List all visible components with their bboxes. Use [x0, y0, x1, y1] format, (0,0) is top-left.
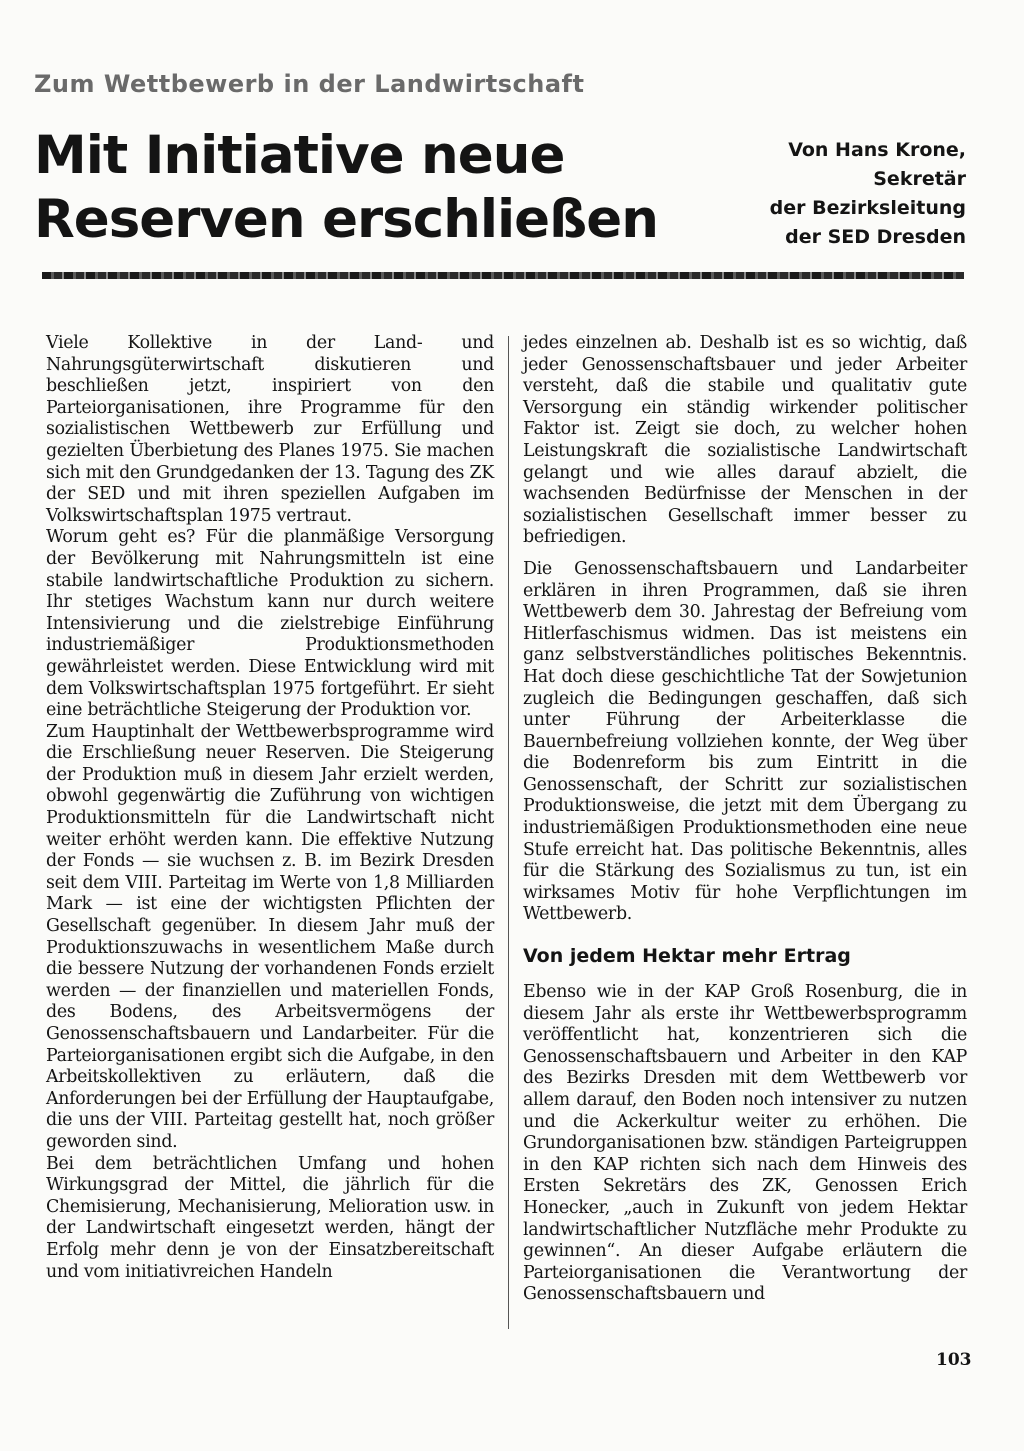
- headline-line-2: Reserven erschließen: [34, 189, 658, 250]
- paragraph: Viele Kollektive in der Land- und Nahrungsgüterwirtschaft diskutieren und beschließen jetzt, inspiriert von den Parteiorganisationen, ihre Programme für den sozialistischen Wettbewerb zur Erfüllung und gezielten Überbietung des Planes 1975. Sie machen sich mit den Grundgedanken der 13. Tagung des ZK der SED und mit ihren speziellen Aufgaben im Volkswirtschaftsplan 1975 vertraut.: [46, 333, 494, 526]
- paragraph-gap: [523, 549, 967, 559]
- page-number: 103: [936, 1350, 972, 1370]
- kicker: Zum Wettbewerb in der Landwirtschaft: [34, 70, 585, 98]
- byline: [686, 136, 966, 252]
- paragraph: Die Genossenschaftsbauern und Landarbeiter erklären in ihren Programmen, daß sie ihren Wettbewerb dem 30. Jahrestag der Befreiung vom Hitlerfaschismus widmen. Das ist meistens ein ganz selbstverständliches politisches Bekenntnis. Hat doch diese geschichtliche Tat der Sowjetunion zugleich die Bedingungen geschaffen, daß sich unter Führung der Arbeiterklasse die Bauernbefreiung vollziehen konnte, der Weg über die Bodenreform bis zum Eintritt in die Genossenschaft, der Schritt zur sozialistischen Produktionsweise, die jetzt mit dem Übergang zu industriemäßigen Produktionsmethoden eine neue Stufe erreicht hat. Das politische Bekenntnis, alles für die Stärkung des Sozialismus zu tun, ist ein wirksames Motiv für hohe Verpflichtungen im Wettbewerb.: [523, 558, 967, 925]
- byline-line-1: Von Hans Krone,: [788, 139, 966, 161]
- paragraph: Bei dem beträchtlichen Umfang und hohen Wirkungsgrad der Mittel, die jährlich für die Chemisierung, Mechanisierung, Melioration usw. in der Landwirtschaft eingesetzt werden, hängt der Erfolg mehr denn je von der Einsatzbereitschaft und vom initiativreichen Handeln: [46, 1153, 494, 1282]
- paragraph: Worum geht es? Für die planmäßige Versorgung der Bevölkerung mit Nahrungsmitteln ist eine stabile landwirtschaftliche Produktion zu sichern. Ihr stetiges Wachstum kann nur durch weitere Intensivierung und die zielstrebige Einführung industriemäßiger Produktionsmethoden gewährleistet werden. Diese Entwicklung wird mit dem Volkswirtschaftsplan 1975 fortgeführt. Er sieht eine beträchtliche Steigerung der Produktion vor.: [46, 527, 494, 721]
- right-column: [523, 333, 967, 1306]
- section-heading: Von jedem Hektar mehr Ertrag: [523, 945, 851, 968]
- byline-line-3: der Bezirksleitung: [769, 197, 966, 219]
- byline-line-2: Sekretär: [873, 168, 966, 190]
- headline-line-1: Mit Initiative neue: [34, 125, 565, 186]
- paragraph: jedes einzelnen ab. Deshalb ist es so wichtig, daß jeder Genossenschaftsbauer und jeder Arbeiter versteht, daß die stabile und qualitativ gute Versorgung ein ständig wirkender politischer Faktor ist. Zeigt sie doch, zu welcher hohen Leistungskraft die sozialistische Landwirtschaft gelangt und wie alles darauf abzielt, die wachsenden Bedürfnisse der Menschen in der sozialistischen Gesellschaft immer besser zu befriedigen.: [523, 333, 967, 548]
- paragraph: Ebenso wie in der KAP Groß Rosenburg, die in diesem Jahr als erste ihr Wettbewerbsprogramm veröffentlicht hat, konzentrieren sich die Genossenschaftsbauern und Arbeiter in den KAP des Bezirks Dresden mit dem Wettbewerb vor allem darauf, den Boden noch intensiver zu nutzen und die Ackerkultur weiter zu erhöhen. Die Grundorganisationen bzw. ständigen Parteigruppen in den KAP richten sich nach dem Hinweis des Ersten Sekretärs des ZK, Genossen Erich Honecker, „auch in Zukunft von jedem Hektar landwirtschaftlicher Nutzfläche mehr Produkte zu gewinnen“. An dieser Aufgabe erläutern die Parteiorganisationen die Verantwortung der Genossenschaftsbauern und: [523, 982, 967, 1305]
- column-divider: [508, 336, 509, 1329]
- headline: [34, 124, 674, 252]
- paragraph: Zum Hauptinhalt der Wettbewerbsprogramme wird die Erschließung neuer Reserven. Die Steigerung der Produktion muß in diesem Jahr erzielt werden, obwohl gegenwärtig die Zuführung von wichtigen Produktionsmitteln für die Landwirtschaft nicht weiter erhöht werden kann. Die effektive Nutzung der Fonds — sie wuchsen z. B. im Bezirk Dresden seit dem VIII. Parteitag im Werte von 1,8 Milliarden Mark — ist eine der wichtigsten Pflichten der Gesellschaft gegenüber. In diesem Jahr muß der Produktionszuwachs in wesentlichem Maße durch die bessere Nutzung der vorhandenen Fonds erzielt werden — der finanziellen und materiellen Fonds, des Bodens, des Arbeitsvermögens der Genossenschaftsbauern und Landarbeiter. Für die Parteiorganisationen ergibt sich die Aufgabe, in den Arbeitskollektiven zu erläutern, daß die Anforderungen bei der Erfüllung der Hauptaufgabe, die uns der VIII. Parteitag gestellt hat, noch größer geworden sind.: [46, 721, 494, 1152]
- left-column: [46, 333, 494, 1283]
- byline-line-4: der SED Dresden: [785, 226, 966, 248]
- title-divider: [42, 272, 964, 279]
